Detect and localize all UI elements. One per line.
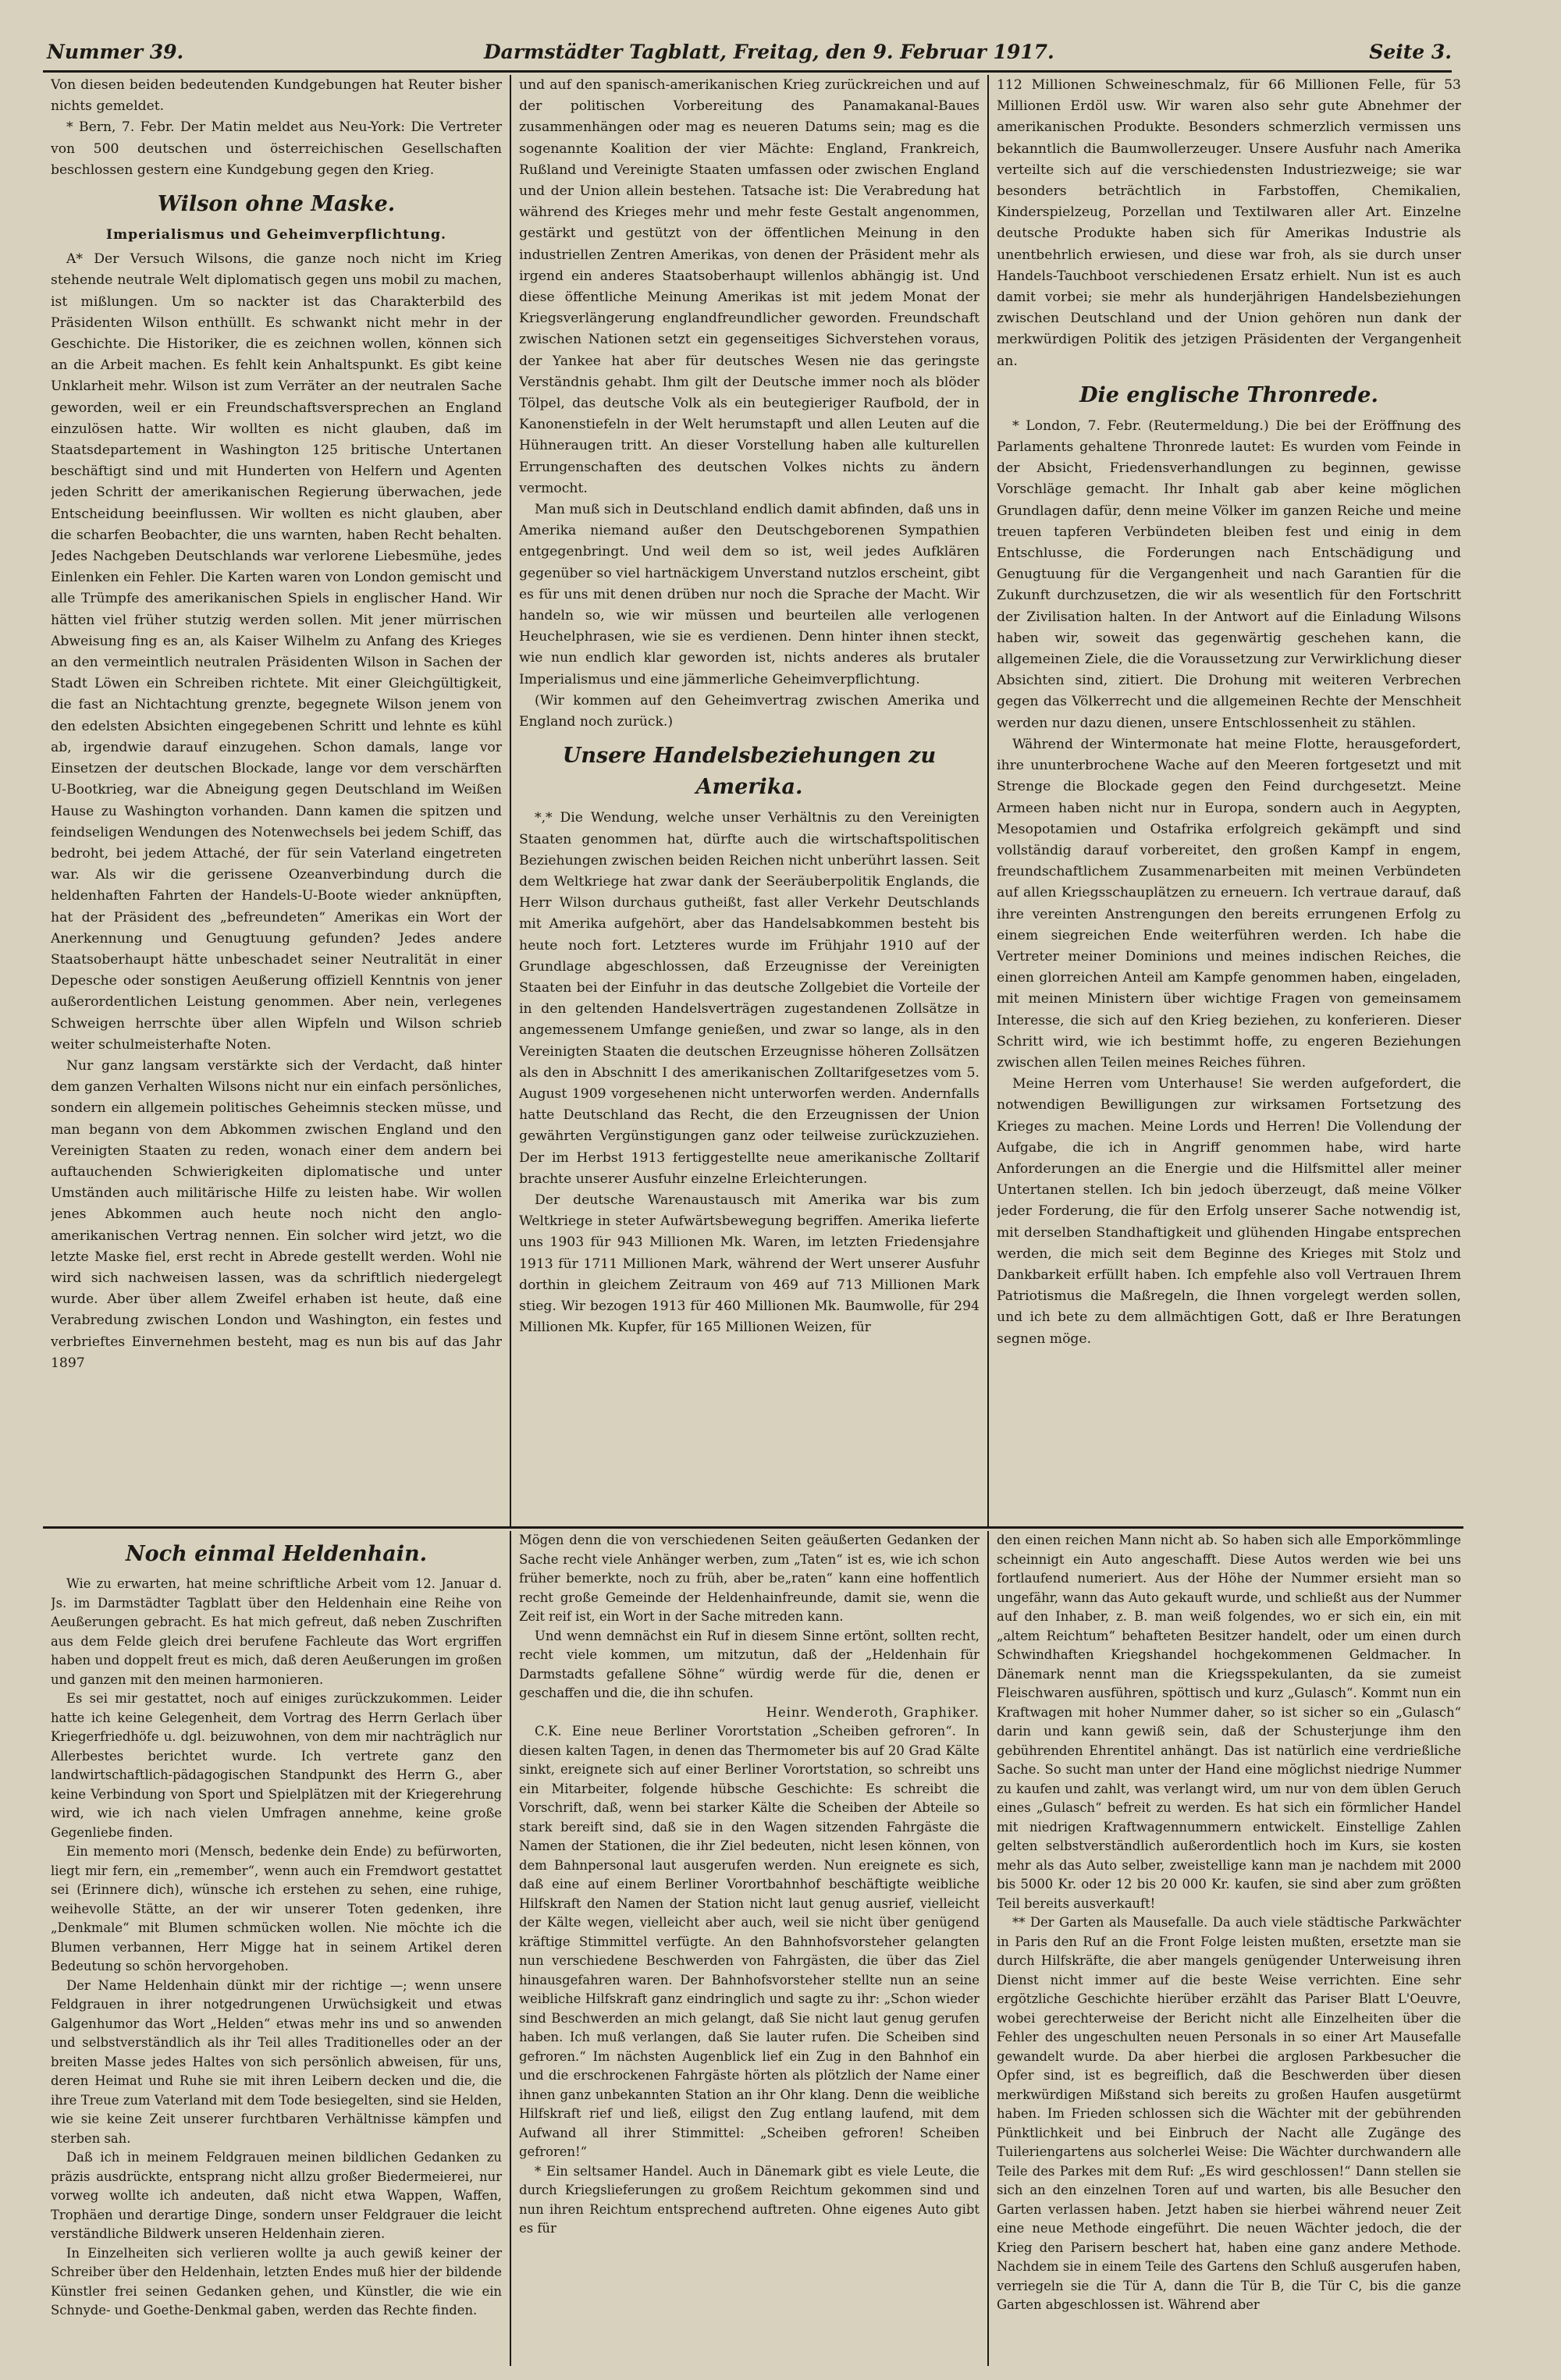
article-headline: Wilson ohne Maske. [157, 192, 396, 217]
column-1 [51, 75, 502, 1522]
article-paragraph: Von diesen beiden bedeutenden Kundgebungen hat Reuter bisher nichts gemeldet. [51, 77, 502, 115]
column-6 [997, 1531, 1461, 2366]
article-paragraph: Wie zu erwarten, hat meine schriftliche Arbeit vom 12. Januar d. Js. im Darmstädter Tagblatt über den Heldenhain eine Reihe von Aeußerungen gebracht. Es hat mich gefreut, daß neben Zuschriften aus dem Felde gleich drei berufene Fachleute das Wort ergriffen haben und doppelt freut es mich, daß deren Aeußerungen im großen und ganzen mit den meinen harmonieren. [51, 1576, 502, 1687]
article-paragraph: C.K. Eine neue Berliner Vorortstation „Scheiben gefroren“. In diesen kalten Tagen, in denen das Thermometer bis auf 20 Grad Kälte sinkt, ereignete sich auf einer Berliner Vorortstation, so schreibt uns ein Mitarbeiter, folgende hübsche Geschichte: Es schreibt die Vorschrift, daß, wenn bei starker Kälte die Scheiben der Abteile so stark bereift sind, daß sie in den Wagen sitzenden Fahrgäste die Namen der Stationen, die ihr Ziel bedeuten, nicht lesen können, von dem Bahnpersonal laut ausgerufen werden. Nun ereignete es sich, daß eine auf einem Berliner Vorortbahnhof beschäftigte weibliche Hilfskraft den Namen der Station nicht laut genug ausrief, vielleicht der Kälte wegen, vielleicht aber auch, weil sie nicht über genügend kräftige Stimmittel verfügte. An den Bahnhofsvorsteher gelangten nun verschiedene Beschwerden von Fahrgästen, die über das Ziel hinausgefahren waren. Der Bahnhofsvorsteher stellte nun an seine weibliche Hilfskraft ganz eindringlich und sagte zu ihr: „Schon wieder sind Beschwerden an mich gelangt, daß Sie nicht laut genug gerufen haben. Ich muß verlangen, daß Sie lauter rufen. Die Scheiben sind gefroren.“ Im nächsten Augenblick lief ein Zug in den Bahnhof ein und die erschrockenen Fahrgäste hörten als plötzlich der Name einer ihnen ganz unbekannten Station an ihr Ohr klang. Denn die weibliche Hilfskraft rief und ließ, eiligst den Zug entlang laufend, mit dem Aufwand all ihrer Stimmittel: „Scheiben gefroren! Scheiben gefroren!“ [519, 1724, 980, 2159]
column-2 [519, 75, 980, 1522]
article-paragraph: 112 Millionen Schweineschmalz, für 66 Millionen Felle, für 53 Millionen Erdöl usw. Wir waren also sehr gute Abnehmer der amerikanischen Produkte. Besonders schmerzlich vermissen uns bekanntlich die Baumwollerzeuger. Unsere Ausfuhr nach Amerika verteilte sich auf die verschiedensten Industriezweige; sie war besonders beträchtlich in Farbstoffen, Chemikalien, Kinderspielzeug, Porzellan und Textilwaren aller Art. Einzelne deutsche Produkte haben sich für Amerikas Industrie als unentbehrlich erwiesen, und diese war froh, als sie durch unser Handels-Tauchboot verschiedenen Ersatz erhielt. Nun ist es auch damit vorbei; sie mehr als hunderjährigen Handelsbeziehungen zwischen Deutschland und der Union gehören nun dank der merkwürdigen Politik des jetzigen Präsidenten der Vergangenheit an. [997, 77, 1461, 369]
article-paragraph: A* Der Versuch Wilsons, die ganze noch nicht im Krieg stehende neutrale Welt diplomatisch gegen uns mobil zu machen, ist mißlungen. Um so nackter ist das Charakterbild des Präsidenten Wilson enthüllt. Es schwankt nicht mehr in der Geschichte. Die Historiker, die es zeichnen wollen, können sich an die Arbeit machen. Es fehlt kein Anhaltspunkt. Es gibt keine Unklarheit mehr. Wilson ist zum Verräter an der neutralen Sache geworden, weil er ein Freundschaftsversprechen an England einzulösen hatte. Wir wollten es nicht glauben, daß im Staatsdepartement in Washington 125 britische Untertanen beschäftigt sind und mit Hunderten von Helfern und Agenten jeden Schritt der amerikanischen Regierung überwachen, jede Entscheidung beeinflussen. Wir wollten es nicht glauben, aber die scharfen Beobachter, die uns warnten, haben Recht behalten. Jedes Nachgeben Deutschlands war verlorene Liebesmühe, jedes Einlenken ein Fehler. Die Karten waren von London gemischt und alle Trümpfe des amerikanischen Spiels in englischer Hand. Wir hätten viel früher stutzig werden sollen. Mit jener mürrischen Abweisung fing es an, als Kaiser Wilhelm zu Anfang des Krieges an den vermeintlich neutralen Präsidenten Wilson in Sachen der Stadt Löwen ein Schreiben richtete. Mit einer Gleichgültigkeit, die fast an Nichtachtung grenzte, begegnete Wilson jenem von den edelsten Absichten eingegebenen Schritt und lehnte es kühl ab, irgendwie darauf einzugehen. Schon damals, lange vor Einsetzen der deutschen Blockade, lange vor dem verschärften U-Bootkrieg, war die Abneigung gegen Deutschland im Weißen Hause zu Washington vorhanden. Dann kamen die spitzen und feindseligen Wendungen des Notenwechsels bei jedem Schiff, das bedroht, bei jedem Attaché, der für sein Vaterland eingetreten war. Als wir die gerissene Ozeanverbindung durch die heldenhaften Fahrten der Handels-U-Boote wieder anknüpften, hat der Präsident des „befreundeten“ Amerikas ein Wort der Anerkennung und Genugtuung gefunden? Jedes andere Staatsoberhaupt hätte unbeschadet seiner Neutralität in einer Depesche oder sonstigen Aeußerung offiziell Kenntnis von jener außerordentlichen Leistung genommen. Aber nein, verlegenes Schweigen herrschte über allen Wipfeln und Wilson schrieb weiter schulmeisterhafte Noten. [51, 251, 502, 1053]
article-paragraph: den einen reichen Mann nicht ab. So haben sich alle Emporkömmlinge scheinnigt ein Auto angeschafft. Diese Autos werden wie bei uns fortlaufend numeriert. Aus der Höhe der Nummer ersieht man so ungefähr, wann das Auto gekauft wurde, und schließt aus der Nummer auf den Inhaber, z. B. man weiß folgendes, wo er sich ein, ein mit „altem Reichtum“ behafteten Besitzer handelt, oder um einen durch Schwindhaften Kriegshandel hochgekommenen Geldmacher. In Dänemark nennt man die Kriegsspekulanten, da sie zumeist Fleischwaren ausführen, spöttisch und kurz „Gulasch“. Kommt nun ein Kraftwagen mit hoher Nummer daher, so ist sicher so ein „Gulasch“ darin und kann gewiß sein, daß der Schusterjunge ihm den gebührenden Ehrentitel anhängt. Das ist natürlich eine verdrießliche Sache. So sucht man unter der Hand eine möglichst niedrige Nummer zu kaufen und zahlt, was verlangt wird, um nur von dem üblen Geruch eines „Gulasch“ befreit zu werden. Es hat sich ein förmlicher Handel mit niedrigen Kraftwagennummern entwickelt. Einstellige Zahlen gelten selbstverständlich außerordentlich hoch im Kurs, sie kosten mehr als das Auto selber, zweistellige kann man je nachdem mit 2000 bis 5000 Kr. oder 12 bis 20 000 Kr. kaufen, sie sind aber zum größten Teil bereits ausverkauft! [997, 1533, 1461, 1911]
header-rule [43, 70, 1452, 73]
article-paragraph: In Einzelheiten sich verlieren wollte ja auch gewiß keiner der Schreiber über den Heldenhain, letzten Endes muß hier der bildende Künstler frei seinen Gedanken gehen, und Künstler, die wie ein Schnyde- und Goethe-Denkmal gaben, werden das Rechte finden. [51, 2245, 502, 2318]
article-paragraph: Der deutsche Warenaustausch mit Amerika war bis zum Weltkriege in steter Aufwärtsbewegung begriffen. Amerika lieferte uns 1903 für 943 Millionen Mk. Waren, im letzten Friedensjahre 1913 für 1711 Millionen Mark, während der Wert unserer Ausfuhr dorthin in gleichem Zeitraum von 469 auf 713 Millionen Mark stieg. Wir bezogen 1913 für 460 Millionen Mk. Baumwolle, für 294 Millionen Mk. Kupfer, für 165 Millionen Weizen, für [519, 1192, 980, 1336]
column-divider [987, 1531, 989, 2366]
page-header [47, 41, 1452, 72]
author-signature: Heinr. Wenderoth, Graphiker. [766, 1704, 980, 1720]
column-4 [51, 1531, 502, 2366]
article-paragraph: Der Name Heldenhain dünkt mir der richtige —; wenn unsere Feldgrauen in ihrer notgedrungenen Urwüchsigkeit und etwas Galgenhumor das Wort „Helden“ etwas mehr ins und so anwenden und selbstverständlich als ihr Teil alles Traditionelles oder an der breiten Masse jedes Haltes von sich persönlich abweisen, für uns, deren Heimat und Ruhe sie mit ihren Leibern decken und die, die ihre Treue zum Vaterland mit dem Tode besiegelten, sind sie Helden, wie sie keine Zeit unserer furchtbaren Verhältnisse kämpfen und sterben sah. [51, 1977, 502, 2146]
article-paragraph: Mögen denn die von verschiedenen Seiten geäußerten Gedanken der Sache recht viele Anhänger werben, zum „Taten“ ist es, wie ich schon früher bemerkte, noch zu früh, aber be„raten“ kann eine hoffentlich recht große Gemeinde der Heldenhainfreunde, damit sie, wenn die Zeit reif ist, ein Wort in der Sache mitreden kann. [519, 1533, 980, 1624]
article-paragraph: Daß ich in meinem Feldgrauen meinen bildlichen Gedanken zu präzis ausdrückte, entsprang nicht allzu großer Biedermeierei, nur vorweg wollte ich andeuten, daß nicht etwa Wappen, Waffen, Trophäen und derartige Dinge, sondern unser Feldgrauer die leicht verständliche Bildwerk unseren Heldenhain zieren. [51, 2150, 502, 2241]
article-paragraph: Man muß sich in Deutschland endlich damit abfinden, daß uns in Amerika niemand außer den Deutschgeborenen Sympathien entgegenbringt. Und weil dem so ist, weil jedes Aufklären gegenüber so viel hartnäckigem Unverstand nutzlos erscheint, gibt es für uns mit denen drüben nur noch die Sprache der Macht. Wir handeln so, wie wir müssen und beurteilen alle verlogenen Heuchelphrasen, wie sie es verdienen. Denn hinter ihnen steckt, wie nun endlich klar geworden ist, nichts anderes als brutaler Imperialismus und eine jämmerliche Geheimverpflichtung. [519, 502, 980, 687]
article-paragraph: * Bern, 7. Febr. Der Matin meldet aus Neu-York: Die Vertreter von 500 deutschen und österreichischen Gesellschaften beschlossen gestern eine Kundgebung gegen den Krieg. [51, 119, 502, 178]
article-paragraph: Und wenn demnächst ein Ruf in diesem Sinne ertönt, sollten recht, recht viele kommen, um mitzutun, daß der „Heldenhain für Darmstadts gefallene Söhne“ würdig werde für die, denen er geschaffen und die, die ihn schufen. [519, 1628, 980, 1700]
column-5 [519, 1531, 980, 2366]
column-divider [510, 1531, 511, 2366]
article-paragraph: ** Der Garten als Mausefalle. Da auch viele städtische Parkwächter in Paris den Ruf an die Front Folge leisten mußten, ersetzte man sie durch Hilfskräfte, die aber mangels genügender Unterweisung ihren Dienst nicht immer auf die beste Weise verrichten. Eine sehr ergötzliche Geschichte hierüber erzählt das Pariser Blatt L'Oeuvre, wobei gerechterweise der Bericht nicht alle Einzelheiten über die Fehler des ungeschulten neuen Personals in so einer Art Mausefalle gewandelt wurde. Da aber hierbei die arglosen Parkbesucher die Opfer sind, ist es begreiflich, daß die Beschwerden über diesen merkwürdigen Mißstand sich bereits zu großen Haufen ausgetürmt haben. Im Frieden schlossen sich die Wächter mit der gebührenden Pünktlichkeit und bei Einbruch der Nacht alle Zugänge des Tuileriengartens aus solcherlei Weise: Die Wächter durchwandern alle Teile des Parkes mit dem Ruf: „Es wird geschlossen!“ Dann stellen sie sich an den einzelnen Toren auf und warten, bis alle Besucher den Garten verlassen haben. Jetzt haben sie hierbei während neuer Zeit eine neue Methode eingeführt. Die neuen Wächter jedoch, die der Krieg den Parisern beschert hat, haben eine ganz andere Methode. Nachdem sie in einem Teile des Gartens den Schluß ausgerufen haben, verriegeln sie die Tür A, dann die Tür B, die Tür C, bis die ganze Garten abgeschlossen ist. Während aber [997, 1915, 1461, 2312]
article-paragraph: * London, 7. Febr. (Reutermeldung.) Die bei der Eröffnung des Parlaments gehaltene Thronrede lautet: Es wurden vom Feinde in der Absicht, Friedensverhandlungen zu beginnen, gewisse Vorschläge gemacht. Ihr Inhalt gab aber keine möglichen Grundlagen dafür, denn meine Völker im ganzen Reiche und meine treuen tapferen Verbündeten bleiben fest und einig in dem Entschlusse, die Forderungen nach Entschädigung und Genugtuung für die Vergangenheit und nach Garantien für die Zukunft durchzusetzen, die wir als wesentlich für den Fortschritt der Zivilisation halten. In der Antwort auf die Einladung Wilsons haben wir, soweit das gegenwärtig geschehen kann, die allgemeinen Ziele, die die Voraussetzung zur Verwirklichung dieser Absichten sind, zitiert. Die Drohung mit weiteren Verbrechen gegen das Völkerrecht und die allgemeinen Rechte der Menschheit werden nur dazu dienen, unsere Entschlossenheit zu stählen. [997, 417, 1461, 731]
column-divider [987, 75, 989, 1526]
article-paragraph: Während der Wintermonate hat meine Flotte, herausgefordert, ihre ununterbrochene Wache auf den Meeren fortgesetzt und mit Strenge die Blockade gegen den Feind durchgesetzt. Meine Armeen haben nicht nur in Europa, sondern auch in Aegypten, Mesopotamien und Ostafrika erfolgreich gekämpft und sind vollständig darauf vorbereitet, den großen Kampf in engem, freundschaftlichem Zusammenarbeiten mit meinen Verbündeten auf allen Kriegsschauplätzen zu erneuern. Ich vertraue darauf, daß ihre vereinten Anstrengungen den bereits errungenen Erfolg zu einem siegreichen Ende weiterführen werden. Ich habe die Vertreter meiner Dominions und meines indischen Reiches, die einen glorreichen Anteil am Kampfe genommen haben, eingeladen, mit meinen Ministern über wichtige Fragen von gemeinsamem Interesse, die sich auf den Krieg beziehen, zu konferieren. Dieser Schritt wird, wie ich bestimmt hoffe, zu engeren Beziehungen zwischen allen Teilen meines Reiches führen. [997, 736, 1461, 1071]
article-paragraph: (Wir kommen auf den Geheimvertrag zwischen Amerika und England noch zurück.) [519, 692, 980, 730]
article-subheadline: Imperialismus und Geheimverpflichtung. [105, 227, 447, 243]
column-3 [997, 75, 1461, 1522]
article-paragraph: Nur ganz langsam verstärkte sich der Verdacht, daß hinter dem ganzen Verhalten Wilsons nicht nur ein einfach persönliches, sondern ein allgemein politisches Geheimnis stecken müsse, und man begann von dem Abkommen zwischen England und den Vereinigten Staaten zu reden, wonach einer dem andern bei auftauchenden Schwierigkeiten diplomatische und unter Umständen auch militärische Hilfe zu leisten habe. Wir wollen jenes Abkommen auch heute noch nicht den anglo-amerikanischen Vertrag nennen. Ein solcher wird jetzt, wo die letzte Maske fiel, erst recht in Abrede gestellt werden. Wohl nie wird sich nachweisen lassen, was da schriftlich niedergelegt wurde. Aber über allem Zweifel erhaben ist heute, daß eine Verabredung zwischen London und Washington, ein festes und verbrieftes Einvernehmen besteht, mag es nun bis auf das Jahr 1897 [51, 1057, 502, 1371]
article-paragraph: Meine Herren vom Unterhause! Sie werden aufgefordert, die notwendigen Bewilligungen zur wirksamen Fortsetzung des Krieges zu machen. Meine Lords und Herren! Die Vollendung der Aufgabe, die ich in Angriff genommen habe, wird harte Anforderungen an die Energie und die Hilfsmittel aller meiner Untertanen stellen. Ich bin jedoch überzeugt, daß meine Völker jeder Forderung, die für den Erfolg unserer Sache notwendig ist, mit derselben Standhaftigkeit und glühenden Hingabe entsprechen werden, die mich seit dem Beginne des Krieges mit Stolz und Dankbarkeit erfüllt haben. Ich empfehle also voll Vertrauen Ihrem Patriotismus die Maßregeln, die Ihnen vorgelegt werden sollen, und ich bete zu dem allmächtigen Gott, daß er Ihre Beratungen segnen möge. [997, 1076, 1461, 1347]
article-headline: Noch einmal Heldenhain. [126, 1542, 427, 1566]
issue-number: Nummer 39. [47, 41, 184, 63]
page-number: Seite 3. [1369, 41, 1452, 63]
masthead-title: Darmstädter Tagblatt, Freitag, den 9. Februar 1917. [484, 41, 1054, 63]
article-paragraph: und auf den spanisch-amerikanischen Krieg zurückreichen und auf der politischen Vorbereitung des Panamakanal-Baues zusammenhängen oder mag es neueren Datums sein; mag es die sogenannte Koalition der vier Mächte: England, Frankreich, Rußland und Vereinigte Staaten umfassen oder zwischen England und der Union allein bestehen. Tatsache ist: Die Verabredung hat während des Krieges mehr und mehr feste Gestalt angenommen, gestärkt und gestützt von der öffentlichen Meinung in den industriellen Zentren Amerikas, von denen der Präsident mehr als irgend ein anderes Staatsoberhaupt willenlos abhängig ist. Und diese öffentliche Meinung Amerikas ist mit jedem Monat der Kriegsverlängerung englandfreundlicher geworden. Freundschaft zwischen Nationen setzt ein gegenseitiges Sichverstehen voraus, der Yankee hat aber für deutsches Wesen nie das geringste Verständnis gehabt. Ihm gilt der Deutsche immer noch als blöder Tölpel, das deutsche Volk als ein beutegieriger Raufbold, der in Kanonenstiefeln in der Welt herumstapft und allen Leuten auf die Hühneraugen tritt. An dieser Vorstellung haben alle kulturellen Errungenschaften des deutschen Volkes nichts zu ändern vermocht. [519, 77, 980, 496]
article-headline: Unsere Handelsbeziehungen zu Amerika. [562, 744, 937, 800]
article-headline: Die englische Thronrede. [1079, 382, 1378, 407]
article-paragraph: * Ein seltsamer Handel. Auch in Dänemark gibt es viele Leute, die durch Kriegslieferungen zu großem Reichtum gekommen sind und nun ihren Reichtum entsprechend auftreten. Ohne eigenes Auto gibt es für [519, 2163, 980, 2236]
article-paragraph: Es sei mir gestattet, noch auf einiges zurückzukommen. Leider hatte ich keine Gelegenheit, dem Vortrag des Herrn Gerlach über Kriegerfriedhöfe u. dgl. beizuwohnen, von dem mir nachträglich nur Allerbestes berichtet wurde. Ich vertrete ganz den landwirtschaftlich-pädagogischen Standpunkt des Herrn G., aber keine Verbindung von Sport und Spielplätzen mit der Kriegerehrung wird, wie ich nach vielen Umfragen annehme, keine große Gegenliebe finden. [51, 1691, 502, 1840]
article-paragraph: Ein memento mori (Mensch, bedenke dein Ende) zu befürworten, liegt mir fern, ein „remember“, wenn auch ein Fremdwort gestattet sei (Erinnere dich), wünsche ich erstehen zu sehen, eine ruhige, weihevolle Stätte, an der wir unserer Toten gedenken, ihre „Denkmale“ mit Blumen schmücken wollen. Nie möchte ich die Blumen verbannen, Herr Migge hat in seinem Artikel deren Bedeutung so schön hervorgehoben. [51, 1844, 502, 1973]
section-rule [43, 1526, 1463, 1529]
article-paragraph: *,* Die Wendung, welche unser Verhältnis zu den Vereinigten Staaten genommen hat, dürfte auch die wirtschaftspolitischen Beziehungen zwischen beiden Reichen nicht unberührt lassen. Seit dem Weltkriege hat zwar dank der Seeräuberpolitik Englands, die Herr Wilson durchaus gutheißt, fast aller Verkehr Deutschlands mit Amerika aufgehört, aber das Handelsabkommen besteht bis heute noch fort. Letzteres wurde im Frühjahr 1910 auf der Grundlage abgeschlossen, daß Erzeugnisse der Vereinigten Staaten bei der Einfuhr in das deutsche Zollgebiet die Vorteile der in den geltenden Handelsverträgen zugestandenen Zollsätze in angemessenem Umfange genießen, und zwar so lange, als in den Vereinigten Staaten die deutschen Erzeugnisse höheren Zollsätzen als den in Abschnitt I des amerikanischen Zolltarifgesetzes vom 5. August 1909 vorgesehenen nicht unterworfen werden. Andernfalls hatte Deutschland das Recht, die den Erzeugnissen der Union gewährten Vergünstigungen ganz oder teilweise zurückzuziehen. Der im Herbst 1913 fertiggestellte neue amerikanische Zolltarif brachte unserer Ausfuhr einzelne Erleichterungen. [519, 810, 980, 1187]
column-divider [510, 75, 511, 1526]
